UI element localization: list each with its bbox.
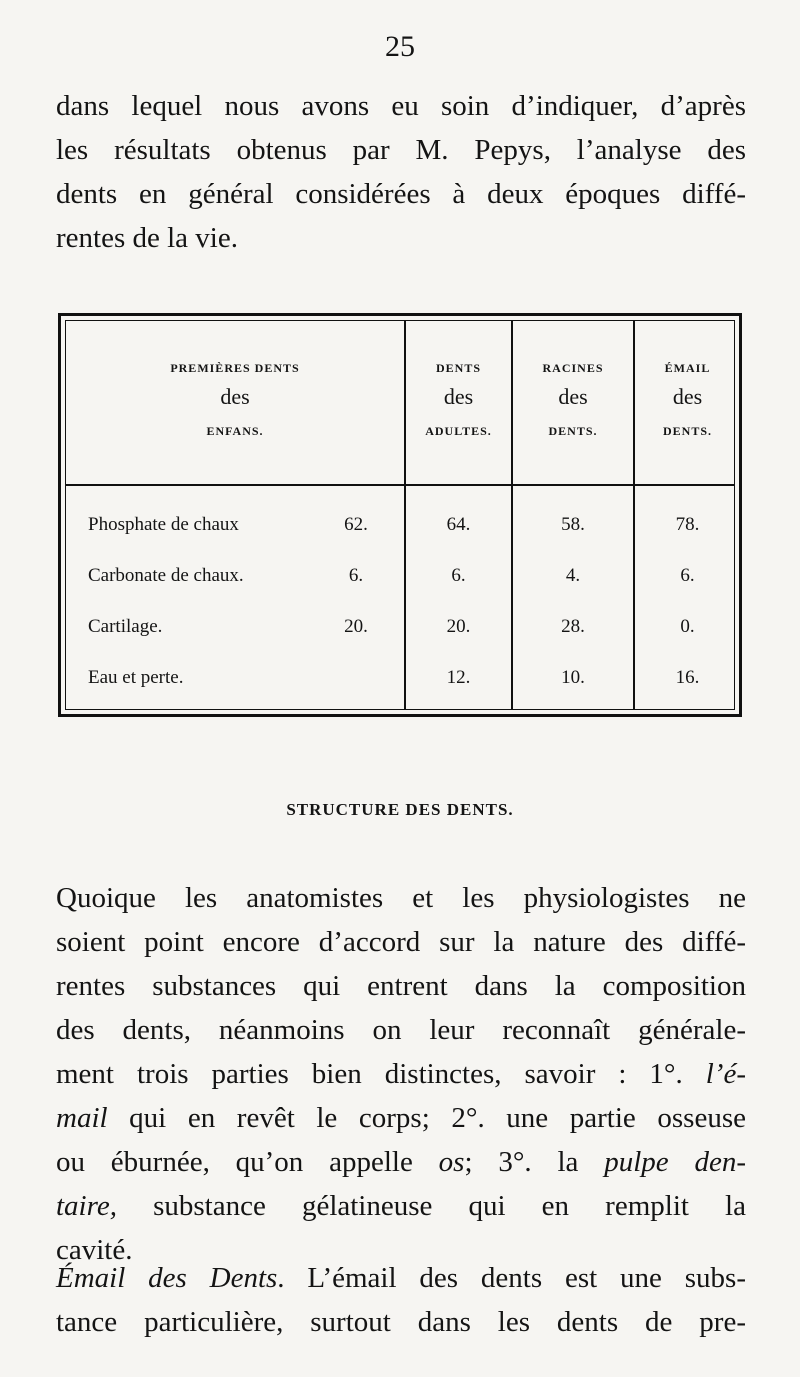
cell-value: 6. xyxy=(680,565,695,586)
row-label: Phosphate de chaux xyxy=(88,514,239,535)
text-line xyxy=(56,1256,746,1300)
text-line: rentes de la vie. xyxy=(56,222,238,254)
header-bottom: ADULTES. xyxy=(425,424,492,438)
text-line xyxy=(56,1140,746,1184)
text-line xyxy=(56,1052,746,1096)
header-enfans xyxy=(66,361,404,439)
text-line: dents en général considérées à deux époques diffé- xyxy=(56,178,746,210)
header-top: DENTS xyxy=(435,361,481,375)
cell-value: 62. xyxy=(344,514,368,535)
table-row xyxy=(66,514,734,548)
header-mid: des xyxy=(443,384,474,409)
text-segment: ; 3°. la xyxy=(464,1146,605,1178)
text-line: soient point encore d’accord sur la nature des diffé- xyxy=(56,926,746,958)
table-inner-frame xyxy=(65,320,735,710)
header-bottom: DENTS. xyxy=(662,424,712,438)
text-line: rentes substances qui entrent dans la composition xyxy=(56,970,746,1002)
italic-term: mail xyxy=(56,1102,108,1134)
cell-value: 58. xyxy=(561,514,585,535)
text-line: dans lequel nous avons eu soin d’indiquer, d’après xyxy=(56,90,746,122)
cell-value: 20. xyxy=(446,616,471,637)
cell-value: 4. xyxy=(565,565,581,586)
cell-value: 6. xyxy=(348,565,364,586)
text-line: des dents, néanmoins on leur reconnaît générale- xyxy=(56,1014,746,1046)
cell-value: 0. xyxy=(680,616,695,637)
header-bottom: ENFANS. xyxy=(206,424,264,438)
row-label: Cartilage. xyxy=(88,616,163,637)
cell-value: 20. xyxy=(344,616,368,637)
row-label: Carbonate de chaux. xyxy=(88,565,244,586)
intro-paragraph xyxy=(56,84,746,260)
email-paragraph xyxy=(56,1256,746,1344)
text-line: Quoique les anatomistes et les physiologistes ne xyxy=(56,882,746,914)
text-segment: . L’émail des dents est une subs- xyxy=(277,1262,746,1294)
text-line xyxy=(56,1184,746,1228)
header-mid: des xyxy=(220,384,250,409)
text-segment: substance gélatineuse qui en remplit la xyxy=(116,1190,746,1222)
header-mid: des xyxy=(558,384,588,409)
text-segment: ou éburnée, qu’on appelle xyxy=(56,1146,439,1178)
page-number: 25 xyxy=(385,30,415,63)
header-bottom: DENTS. xyxy=(548,424,598,438)
cell-value: 16. xyxy=(675,667,700,688)
header-top: PREMIÈRES DENTS xyxy=(170,361,300,375)
text-line xyxy=(56,1096,746,1140)
cell-value: 12. xyxy=(446,667,471,688)
italic-heading: Émail des Dents xyxy=(56,1262,278,1294)
cell-value: 10. xyxy=(561,667,585,688)
italic-term: os xyxy=(438,1146,465,1178)
header-top: RACINES xyxy=(542,361,604,375)
header-adultes xyxy=(406,361,511,439)
cell-value: 64. xyxy=(446,514,471,535)
body-paragraph xyxy=(56,876,746,1272)
text-line: cavité. xyxy=(56,1234,133,1266)
cell-value: 78. xyxy=(675,514,700,535)
composition-table xyxy=(58,313,742,717)
header-racines xyxy=(513,361,633,439)
header-divider xyxy=(66,484,734,486)
text-segment: ment trois parties bien distinctes, savoir : 1°. xyxy=(56,1058,706,1090)
italic-term: taire, xyxy=(56,1190,117,1222)
text-line: tance particulière, surtout dans les dents de pre- xyxy=(56,1306,746,1338)
header-top: ÉMAIL xyxy=(664,361,711,375)
text-segment: qui en revêt le corps; 2°. une partie osseuse xyxy=(107,1102,746,1134)
table-row xyxy=(66,565,734,599)
cell-value: 28. xyxy=(561,616,585,637)
italic-term: pulpe den- xyxy=(604,1146,746,1178)
section-heading: STRUCTURE DES DENTS. xyxy=(286,800,514,819)
table-row xyxy=(66,616,734,650)
cell-value: 6. xyxy=(451,565,466,586)
italic-term: l’é- xyxy=(705,1058,746,1090)
header-email xyxy=(635,361,740,439)
header-mid: des xyxy=(672,384,703,409)
text-line: les résultats obtenus par M. Pepys, l’analyse des xyxy=(56,134,746,166)
table-row xyxy=(66,667,734,701)
row-label: Eau et perte. xyxy=(88,667,184,688)
